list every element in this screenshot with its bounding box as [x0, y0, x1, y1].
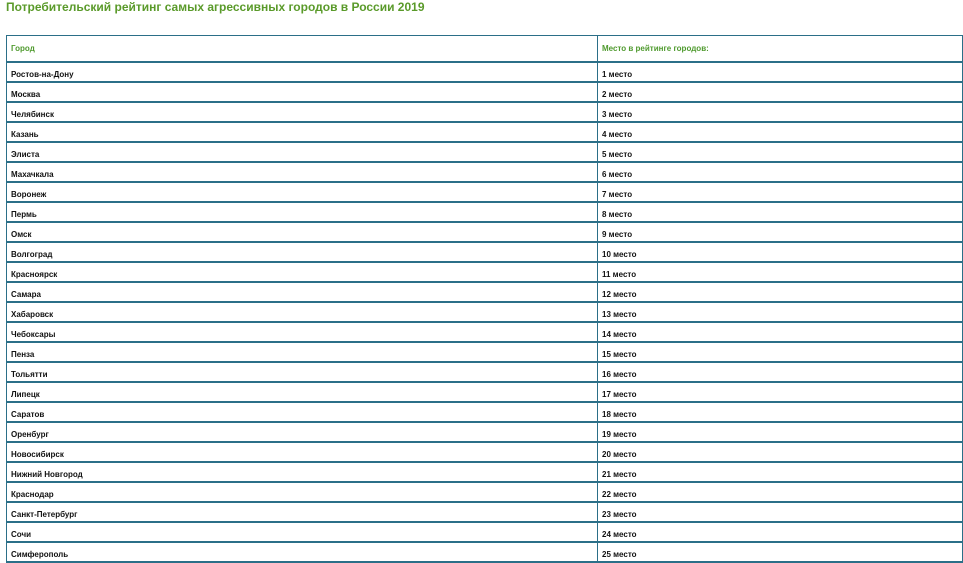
- table-row: [7, 142, 963, 162]
- table-row: [7, 302, 963, 322]
- rank-cell: 3 место: [598, 102, 963, 122]
- rank-cell: 23 место: [598, 502, 963, 522]
- rank-cell: 17 место: [598, 382, 963, 402]
- city-cell: Красноярск: [7, 262, 598, 282]
- rank-cell: 10 место: [598, 242, 963, 262]
- city-cell: Новосибирск: [7, 442, 598, 462]
- city-cell: Краснодар: [7, 482, 598, 502]
- table-row: [7, 382, 963, 402]
- city-cell: Тольятти: [7, 362, 598, 382]
- table-row: [7, 262, 963, 282]
- city-cell: Элиста: [7, 142, 598, 162]
- rank-cell: 2 место: [598, 82, 963, 102]
- table-row: [7, 242, 963, 262]
- rank-cell: 15 место: [598, 342, 963, 362]
- city-cell: Нижний Новгород: [7, 462, 598, 482]
- city-cell: Санкт-Петербург: [7, 502, 598, 522]
- city-cell: Оренбург: [7, 422, 598, 442]
- city-rating-table: [6, 35, 963, 563]
- column-header-city: Город: [7, 36, 598, 63]
- table-row: [7, 542, 963, 562]
- rank-cell: 25 место: [598, 542, 963, 562]
- city-cell: Сочи: [7, 522, 598, 542]
- table-row: [7, 282, 963, 302]
- city-cell: Волгоград: [7, 242, 598, 262]
- city-cell: Саратов: [7, 402, 598, 422]
- table-row: [7, 482, 963, 502]
- table-row: [7, 502, 963, 522]
- page-title: Потребительский рейтинг самых агрессивных городов в России 2019: [6, 0, 425, 14]
- table-body: [7, 62, 963, 562]
- city-cell: Чебоксары: [7, 322, 598, 342]
- rank-cell: 13 место: [598, 302, 963, 322]
- table-row: [7, 62, 963, 82]
- table-row: [7, 342, 963, 362]
- city-cell: Самара: [7, 282, 598, 302]
- city-cell: Пенза: [7, 342, 598, 362]
- table-row: [7, 322, 963, 342]
- city-cell: Махачкала: [7, 162, 598, 182]
- city-cell: Пермь: [7, 202, 598, 222]
- city-cell: Симферополь: [7, 542, 598, 562]
- rank-cell: 7 место: [598, 182, 963, 202]
- table-row: [7, 402, 963, 422]
- rank-cell: 11 место: [598, 262, 963, 282]
- rank-cell: 6 место: [598, 162, 963, 182]
- table-row: [7, 222, 963, 242]
- table-row: [7, 122, 963, 142]
- rank-cell: 21 место: [598, 462, 963, 482]
- city-cell: Челябинск: [7, 102, 598, 122]
- rank-cell: 14 место: [598, 322, 963, 342]
- city-cell: Казань: [7, 122, 598, 142]
- table-row: [7, 182, 963, 202]
- city-cell: Ростов-на-Дону: [7, 62, 598, 82]
- table-row: [7, 202, 963, 222]
- rank-cell: 1 место: [598, 62, 963, 82]
- table-row: [7, 362, 963, 382]
- rank-cell: 8 место: [598, 202, 963, 222]
- city-cell: Хабаровск: [7, 302, 598, 322]
- rank-cell: 24 место: [598, 522, 963, 542]
- city-cell: Воронеж: [7, 182, 598, 202]
- rank-cell: 4 место: [598, 122, 963, 142]
- city-cell: Омск: [7, 222, 598, 242]
- table-header-row: [7, 36, 963, 63]
- rank-cell: 19 место: [598, 422, 963, 442]
- city-cell: Липецк: [7, 382, 598, 402]
- rank-cell: 5 место: [598, 142, 963, 162]
- table-row: [7, 522, 963, 542]
- table-row: [7, 422, 963, 442]
- table-row: [7, 162, 963, 182]
- table-row: [7, 462, 963, 482]
- rank-cell: 9 место: [598, 222, 963, 242]
- table-row: [7, 442, 963, 462]
- rank-cell: 18 место: [598, 402, 963, 422]
- city-cell: Москва: [7, 82, 598, 102]
- rank-cell: 22 место: [598, 482, 963, 502]
- rank-cell: 16 место: [598, 362, 963, 382]
- table-row: [7, 82, 963, 102]
- rank-cell: 20 место: [598, 442, 963, 462]
- rank-cell: 12 место: [598, 282, 963, 302]
- column-header-rank: Место в рейтинге городов:: [598, 36, 963, 63]
- table-row: [7, 102, 963, 122]
